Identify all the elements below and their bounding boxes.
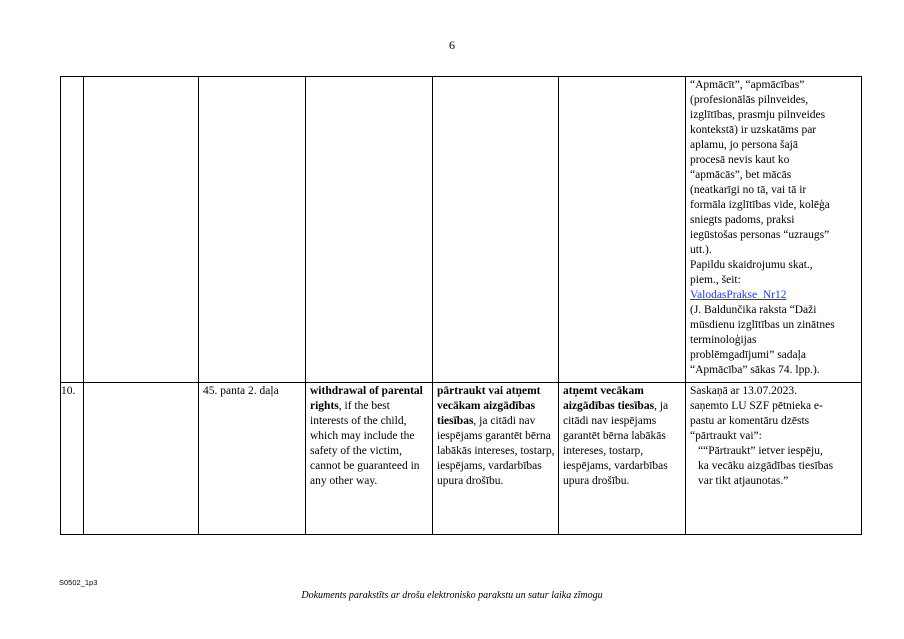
comment-quote-line: ka vecāku aizgādības tiesības <box>698 460 834 472</box>
comment-line: “Apmācīt”, “apmācības” <box>690 79 805 91</box>
cell-empty <box>84 77 199 383</box>
cell-comment <box>686 77 862 383</box>
document-code: S0502_1p3 <box>59 578 98 587</box>
comment-line: “pārtraukt vai”: <box>690 430 762 442</box>
latvian-final-term: atņemt vecākam aizgādības tiesības <box>563 385 655 412</box>
cell-article <box>199 77 306 383</box>
comment-line: kontekstā) ir uzskatāms par <box>690 124 817 136</box>
cell-number <box>61 77 84 383</box>
latvian-draft-text: , ja citādi nav iespējams garantēt bērna labākās intereses, tostarp, iespējams, vardarbības upura drošību. <box>437 415 555 487</box>
cell-empty <box>84 383 199 535</box>
comment-line: (J. Baldunčika raksta “Daži <box>690 304 817 316</box>
page-number: 6 <box>449 38 455 52</box>
comment-line: terminoloģijas <box>690 334 757 346</box>
cell-english <box>306 77 433 383</box>
comment-line: izglītības, prasmju pilnveides <box>690 109 826 121</box>
cell-latvian-draft <box>433 77 559 383</box>
cell-comment <box>686 383 862 535</box>
comment-line: utt.). <box>690 244 712 256</box>
english-text: , if the best interests of the child, which may include the safety of the victim, cannot be guaranteed in any other way. <box>310 400 420 487</box>
cell-article: 45. panta 2. daļa <box>199 383 306 535</box>
cell-latvian-draft <box>433 383 559 535</box>
valodas-prakse-link[interactable]: ValodasPrakse_Nr12 <box>690 289 787 301</box>
comment-line: formāla izglītības vide, kolēģa <box>690 199 830 211</box>
row-number: 10. <box>61 383 84 535</box>
comment-line: (neatkarīgi no tā, vai tā ir <box>690 184 807 196</box>
comment-line: Saskaņā ar 13.07.2023. <box>690 385 797 397</box>
comment-line: problēmgadījumi” sadaļa <box>690 349 806 361</box>
comment-line: “Apmācība” sākas 74. lpp.). <box>690 364 820 376</box>
comment-line: aplamu, jo persona šajā <box>690 139 798 151</box>
comment-line: Papildu skaidrojumu skat., <box>690 259 813 271</box>
cell-english <box>306 383 433 535</box>
comparison-table <box>60 76 862 535</box>
english-term: withdrawal of parental rights <box>310 385 423 412</box>
cell-latvian-final <box>559 383 686 535</box>
comment-line: sniegts padoms, praksi <box>690 214 795 226</box>
cell-latvian-final <box>559 77 686 383</box>
signature-note: Dokuments parakstīts ar drošu elektronisko parakstu un satur laika zīmogu <box>301 590 603 601</box>
comment-line: piem., šeit: <box>690 274 741 286</box>
comment-line: (profesionālās pilnveides, <box>690 94 809 106</box>
comment-quote-line: var tikt atjaunotas.” <box>698 475 789 487</box>
comment-line: pastu ar komentāru dzēsts <box>690 415 810 427</box>
comment-line: mūsdienu izglītības un zinātnes <box>690 319 835 331</box>
latvian-final-text: , ja citādi nav iespējams garantēt bērna labākās intereses, tostarp, iespējams, vardarbības upura drošību. <box>563 400 669 487</box>
comment-line: procesā nevis kaut ko <box>690 154 790 166</box>
comment-line: iegūstošas personas “uzraugs” <box>690 229 830 241</box>
latvian-draft-term: pārtraukt vai atņemt vecākam aizgādības tiesības <box>437 385 541 427</box>
comment-line: “apmācās”, bet mācās <box>690 169 792 181</box>
table-row <box>61 77 862 383</box>
table-row <box>61 383 862 535</box>
comment-quote-line: ““Pārtraukt” ietver iespēju, <box>698 445 823 457</box>
comment-line: saņemto LU SZF pētnieka e- <box>690 400 823 412</box>
